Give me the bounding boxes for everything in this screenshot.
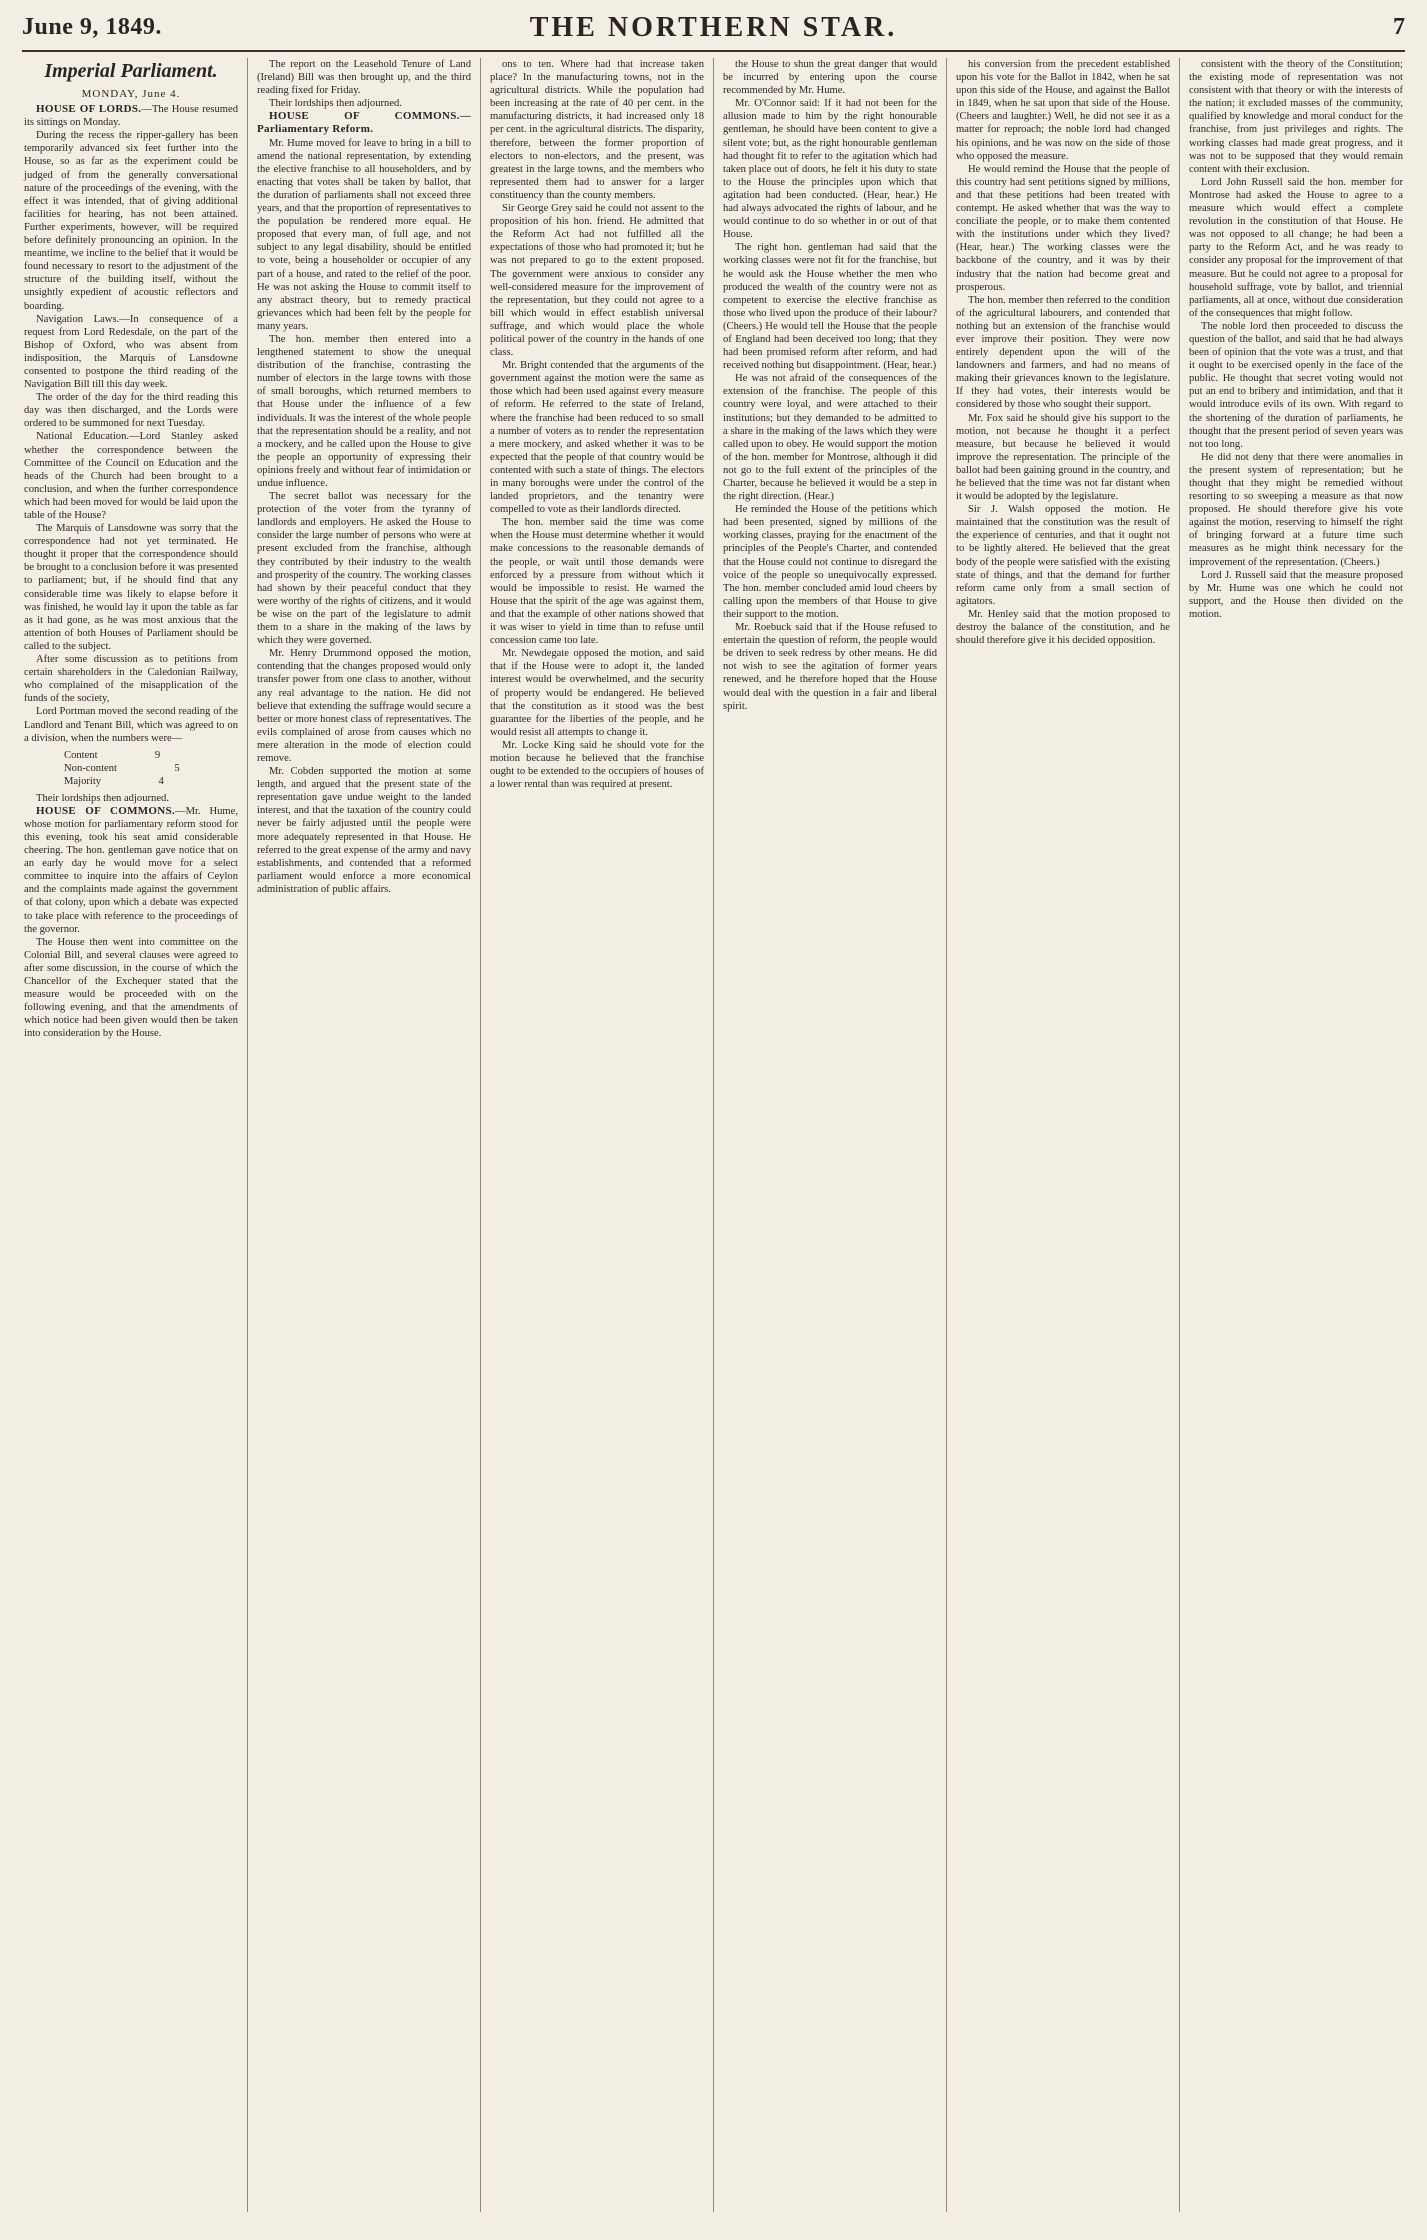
- paragraph: his conversion from the precedent established upon his vote for the Ballot in 1842, when he sat upon this side of the House, and against the Ballot in 1849, when he sat upon that side of the House. (Cheers and laughter.) Well, he did not see it as a matter for reproach; the noble lord had changed his opinions, and he was now on the side of those who opposed the measure.: [956, 59, 1170, 162]
- column-3: [480, 58, 713, 2212]
- vote-row: Content 9: [64, 749, 161, 761]
- column-6: [1179, 58, 1405, 2212]
- paragraph: The House then went into committee on the Colonial Bill, and several clauses were agreed to after some discussion, in the course of which the Chancellor of the Exchequer stated that the measure would be proceeded with on the following evening, and that the amendments of which notice had been given would then be taken into consideration by the House.: [24, 936, 238, 1040]
- paragraph: The report on the Leasehold Tenure of Land (Ireland) Bill was then brought up, and the third reading fixed for Friday.: [257, 59, 471, 97]
- paragraph: Sir George Grey said he could not assent to the proposition of his hon. friend. He admitted that the Reform Act had not fulfilled all the expectations of those who had promoted it; but he was not prepared to go to the extent proposed. The government were anxious to consider any well-considered measure for the improvement of the representation, but they could not agree to a bill which would in effect establish universal suffrage, and which would place the whole political power of the country in the hands of one class.: [490, 203, 704, 359]
- paragraph: Lord J. Russell said that the measure proposed by Mr. Hume was one which he could not support, and the House then divided on the motion.: [1189, 569, 1403, 620]
- paragraph: The order of the day for the third reading this day was then discharged, and the Lords were ordered to be summoned for next Tuesday.: [24, 392, 238, 430]
- section-title: Imperial Parliament.: [44, 60, 218, 82]
- paragraph: He would remind the House that the people of this country had sent petitions signed by millions, and that these petitions had been treated with contempt. He asked whether that was the way to conciliate the people, or to make them contented with the institutions under which they lived? (Hear, hear.) The working classes were the backbone of the country, and it was by their industry that the nation had become great and prosperous.: [956, 163, 1170, 293]
- division-result: [64, 749, 238, 788]
- paragraph: Mr. O'Connor said: If it had not been for the allusion made to him by the right honourable gentleman, he should have been content to give a silent vote; but, as the right honourable gentleman had thought fit to refer to the agitation which had taken place out of doors, he felt it his duty to state to the House the principles upon which that agitation had been conducted. (Hear, hear.) He had always advocated the rights of labour, and he would continue to do so whether in or out of that House.: [723, 98, 937, 241]
- paragraph: Mr. Cobden supported the motion at some length, and argued that the present state of the representation gave undue weight to the landed interest, and that the taxation of the country could never be fairly adjusted until the people were more adequately represented in that House. He referred to the great expense of the army and navy establishments, and contended that a reformed parliament would enforce a more economical administration of public affairs.: [257, 766, 471, 895]
- paragraph: the House to shun the great danger that would be incurred by entering upon the course recommended by Mr. Hume.: [723, 59, 937, 97]
- column-2: [247, 58, 480, 2212]
- paragraph: The right hon. gentleman had said that the working classes were not fit for the franchise, but he would ask the House whether the men who produced the wealth of the country were not as competent to exercise the elective franchise as those who lived upon the produce of their labour? (Cheers.) He would tell the House that the people of England had been deceived too long; that they had been promised reform after reform, and had received nothing but disappointment. (Hear, hear.): [723, 242, 937, 372]
- house-heading: HOUSE OF LORDS.: [36, 103, 142, 116]
- page-number: 7: [1393, 14, 1405, 40]
- issue-date: June 9, 1849.: [22, 14, 162, 40]
- masthead-rule: [22, 50, 1405, 52]
- paragraph: The hon. member said the time was come when the House must determine whether it would make concessions to the reasonable demands of the people, or wait until those demands were enforced by a pressure from without which it would be impossible to resist. He warned the House that the spirit of the age was against them, and that the example of other nations showed that it was wiser to yield in time than to refuse until concession came too late.: [490, 517, 704, 647]
- paragraph: ons to ten. Where had that increase taken place? In the manufacturing towns, not in the agricultural districts. While the population had been increasing at the rate of 40 per cent. in the manufacturing districts, it had increased only 18 per cent. in the agricultural districts. The disparity, therefore, between the former proportion of electors to non-electors, and the present, was greatest in the large towns, and the members who represented them had to answer for a larger constituency than the county members.: [490, 59, 704, 201]
- house-heading: HOUSE OF COMMONS.—Parliamentary Reform.: [257, 110, 471, 136]
- paragraph: Mr. Newdegate opposed the motion, and said that if the House were to adopt it, the landed interest would be overwhelmed, and the security of property would be endangered. He believed that the constitution as it stood was the best guarantee for the liberties of the people, and he would resist all attempts to change it.: [490, 648, 704, 738]
- paragraph: Mr. Bright contended that the arguments of the government against the motion were the same as those which had been used against every measure of reform. He referred to the state of Ireland, where the franchise had been reduced to so small a number of voters as to render the representation a mere mockery, and asked whether it was to be expected that the people of that country would be contented with such a state of things. The electors in many boroughs were under the control of the landed proprietors, and the tenantry were compelled to vote as their landlords directed.: [490, 360, 704, 516]
- house-heading: HOUSE OF COMMONS.: [36, 804, 175, 817]
- paragraph: Mr. Locke King said he should vote for the motion because he believed that the franchise ought to be extended to the occupiers of houses of a lower rental than was required at present.: [490, 739, 704, 791]
- paragraph: Sir J. Walsh opposed the motion. He maintained that the constitution was the result of the experience of centuries, and that it ought not to be lightly altered. He believed that the great body of the people were satisfied with the existing state of things, and that the demand for further reform came only from a small section of agitators.: [956, 504, 1170, 607]
- paragraph: Mr. Henley said that the motion proposed to destroy the balance of the constitution, and he should therefore give it his decided opposition.: [956, 608, 1170, 647]
- paragraph: The hon. member then entered into a lengthened statement to show the unequal distribution of the franchise, contrasting the number of electors in the large towns with those of small boroughs, which returned members to that House under the influence of a few individuals. It was the interest of the whole people that the representation should be a reality, and not a mockery, and he called upon the House to give the people an opportunity of expressing their opinions freely and without fear of intimidation or undue influence.: [257, 333, 471, 489]
- paragraph: —Mr. Hume, whose motion for parliamentary reform stood for this evening, took his seat amid considerable cheering. The hon. gentleman gave notice that on an early day he would move for a select committee to inquire into the affairs of Ceylon and the complaints made against the government of that colony, upon which a debate was expected to take place with reference to the proceedings of the governor.: [24, 805, 238, 935]
- paragraph: Their lordships then adjourned.: [269, 98, 402, 110]
- paragraph: Lord John Russell said the hon. member for Montrose had asked the House to agree to a measure which would effect a complete revolution in the constitution of that House. He was not opposed to all change; he had been a party to the Reform Act, and he was ready to consider any proposal for the improvement of that measure. But he could not agree to a proposal for household suffrage, vote by ballot, and triennial parliaments, all at once, without due consideration of the consequences that might follow.: [1189, 176, 1403, 319]
- newspaper-title: THE NORTHERN STAR.: [529, 12, 898, 43]
- paragraph: The hon. member then referred to the condition of the agricultural labourers, and contended that nothing but an extension of the franchise would ever improve their position. They were now entirely dependent upon the will of the landowners and farmers, and had no means of making their grievances known to the legislature. If they had votes, their interests would be considered by those who sought their support.: [956, 294, 1170, 411]
- article-columns: [22, 58, 1405, 2212]
- column-4: [713, 58, 946, 2212]
- vote-row: Majority 4: [64, 775, 164, 787]
- paragraph: consistent with the theory of the Constitution; the existing mode of representation was not consistent with that theory or with the interests of the nation; it excluded masses of the community, qualified by knowledge and moral conduct for the franchise, from just privileges and rights. The working classes had made great progress, and it was not to be supposed that they would remain content with their exclusion.: [1189, 59, 1403, 175]
- paragraph: He reminded the House of the petitions which had been presented, signed by millions of the working classes, praying for the enactment of the principles of the People's Charter, and contended that the House could not continue to disregard the voice of the people so unequivocally expressed. The hon. member concluded amid loud cheers by calling upon the members of that House to give their support to the motion.: [723, 504, 937, 620]
- paragraph: Navigation Laws.—In consequence of a request from Lord Redesdale, on the part of the Bishop of Oxford, who was absent from indisposition, the Marquis of Lansdowne consented to postpone the third reading of the Navigation Bill till this day week.: [24, 313, 238, 391]
- paragraph: The Marquis of Lansdowne was sorry that the correspondence had not yet terminated. He thought it proper that the correspondence should be brought to a conclusion before it was presented to parliament; but, if he should find that any considerable time was likely to elapse before it was finished, he would lay it upon the table as far as it had gone, as he was most anxious that the attention of both Houses of Parliament should be called to the subject.: [24, 523, 238, 652]
- sitting-day: MONDAY, June 4.: [81, 88, 181, 100]
- paragraph: He was not afraid of the consequences of the extension of the franchise. The people of this country were loyal, and were attached to their institutions; but they demanded to be admitted to a share in the making of the laws which they were called upon to obey. He would support the motion of the hon. member for Montrose, although it did not go to the full extent of the principles of the Charter, because he believed it would be a step in the right direction. (Hear.): [723, 373, 937, 503]
- vote-row: Non-content 5: [64, 762, 180, 774]
- paragraph: He did not deny that there were anomalies in the present system of representation; but he thought that they might be remedied without resorting to so sweeping a measure as that now proposed. He should therefore give his vote against the motion, reserving to himself the right of bringing forward at a future time such measures as he might think necessary for the improvement of the representation. (Cheers.): [1189, 451, 1403, 568]
- paragraph: Mr. Henry Drummond opposed the motion, contending that the changes proposed would only transfer power from one class to another, without any real advantage to the nation. He did not believe that extending the suffrage would secure a better or more honest class of representatives. The evils complained of arose from causes which no mere alteration in the mode of election could remove.: [257, 648, 471, 764]
- paragraph: Mr. Hume moved for leave to bring in a bill to amend the national representation, by extending the elective franchise to all householders, and by enacting that votes shall be taken by ballot, that the duration of parliaments shall not exceed three years, and that the proportion of representatives to the population be rendered more equal. He proposed that every man, of full age, and not subject to any legal disability, should be entitled to vote, being a householder or occupier of any part of a house, and rated to the relief of the poor. He was not asking the House to commit itself to any abstract theory, but to remedy practical grievances which had been felt by the people for many years.: [257, 137, 471, 332]
- paragraph: Lord Portman moved the second reading of the Landlord and Tenant Bill, which was agreed to on a division, when the numbers were—: [24, 706, 238, 744]
- paragraph: Their lordships then adjourned.: [36, 792, 169, 804]
- paragraph: Mr. Fox said he should give his support to the motion, not because he thought it a perfect measure, but because he believed it would improve the representation. The principle of the ballot had been gaining ground in the country, and he believed that the time was not far distant when it would be adopted by the legislature.: [956, 412, 1170, 503]
- masthead: [22, 10, 1405, 44]
- paragraph: During the recess the ripper-gallery has been temporarily advanced six feet further into the House, so as far as the experiment could be judged of from the generally conversational nature of the proceedings of the evening, with the effect it was intended, that of giving additional facilities for hearing, has not been attained. Further experiments, however, will be required before definitely pronouncing an opinion. In the meantime, we incline to the belief that it would be found necessary to resort to the adjustment of the structure of the building itself, without the unsightly expedient of acoustic reflectors and boarding.: [24, 130, 238, 312]
- paragraph: —The House resumed its sittings on Monday.: [24, 104, 238, 129]
- paragraph: Mr. Roebuck said that if the House refused to entertain the question of reform, the people would be driven to seek redress by other means. He did not wish to see the agitation of former years renewed, and he therefore hoped that the House would deal with the question in a fair and liberal spirit.: [723, 622, 937, 712]
- column-1: [22, 58, 247, 2212]
- column-5: [946, 58, 1179, 2212]
- paragraph: The secret ballot was necessary for the protection of the voter from the tyranny of landlords and employers. He asked the House to consider the large number of persons who were at present excluded from the franchise, although they contributed by their industry to the wealth and prosperity of the country. The working classes had shown by their peaceful conduct that they were worthy of the rights of citizens, and it would be wise on the part of the legislature to admit them to a share in the making of the laws by which they were governed.: [257, 491, 471, 647]
- paragraph: After some discussion as to petitions from certain shareholders in the Caledonian Railway, who complained of the misapplication of the funds of the society,: [24, 654, 238, 705]
- paragraph: National Education.—Lord Stanley asked whether the correspondence between the Committee of the Council on Education and the heads of the Church had been brought to a conclusion, and when the further correspondence which had been moved for would be laid upon the table of the House?: [24, 431, 238, 521]
- paragraph: The noble lord then proceeded to discuss the question of the ballot, and said that he had always been of opinion that the vote was a trust, and that it ought to be exercised openly in the face of the public. He thought that secret voting would not put an end to bribery and intimidation, and that it would introduce evils of its own. With regard to the shortening of the duration of parliaments, he thought that the present period of seven years was not too long.: [1189, 320, 1403, 450]
